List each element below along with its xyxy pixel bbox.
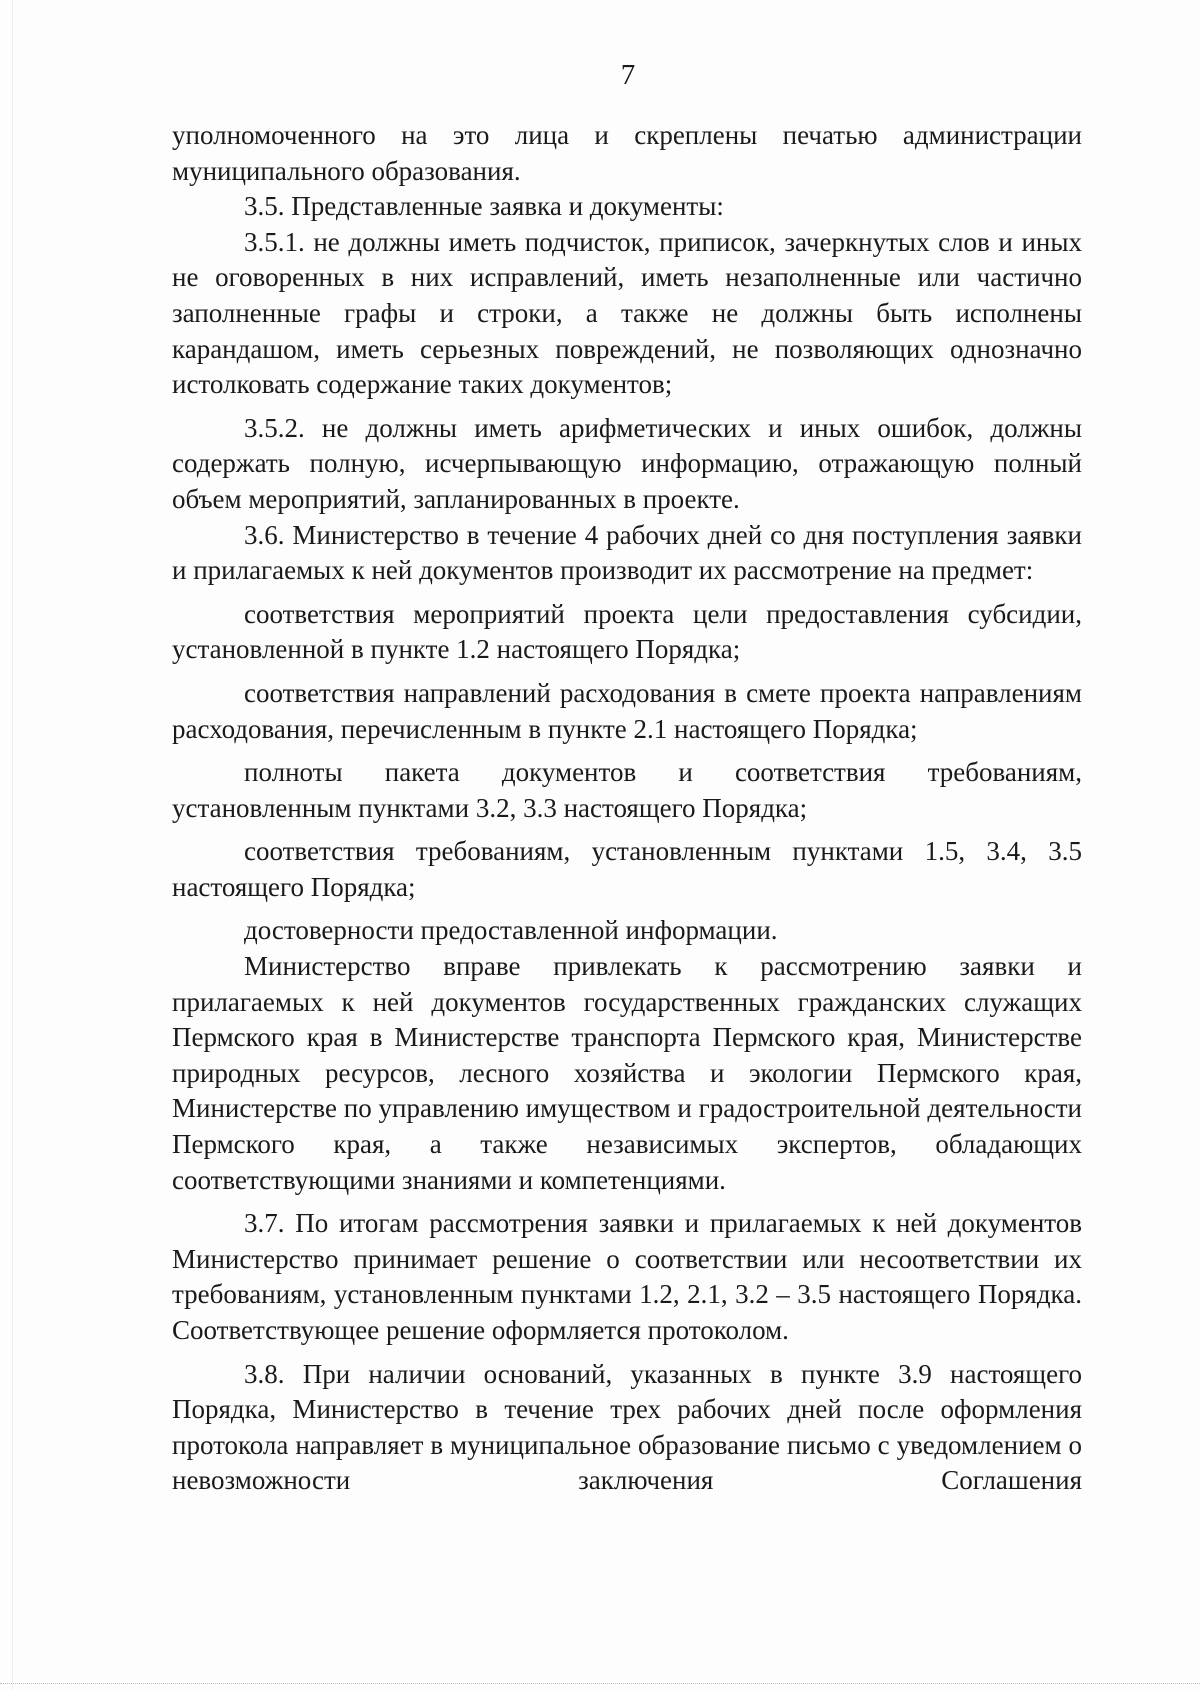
document-body (172, 118, 1082, 1499)
paragraph-3-5: 3.5. Представленные заявка и документы: (244, 191, 724, 222)
paragraph-3-6: 3.6. Министерство в течение 4 рабочих дней со дня поступления заявки и прилагаемых к ней документов производит их рассмотрение на предмет: (172, 519, 1082, 586)
list-item-requirements: соответствия требованиям, установленным пунктами 1.5, 3.4, 3.5 настоящего Порядка; (172, 836, 1082, 902)
paragraph-3-8: 3.8. При наличии оснований, указанных в пункте 3.9 настоящего Порядка, Министерство в течение трех рабочих дней после оформления протокола направляет в муниципальное образование письмо с уведомлением о невозможности заключения Соглашения (172, 1358, 1082, 1496)
paragraph-3-5-1: 3.5.1. не должны иметь подчисток, приписок, зачеркнутых слов и иных не оговоренных в них исправлений, иметь незаполненные или частично заполненные графы и строки, а также не должны быть исполнены карандашом, иметь серьезных повреждений, не позволяющих однозначно истолковать содержание таких документов; (172, 226, 1082, 400)
scan-edge (12, 0, 13, 1690)
paragraph-3-5-2: 3.5.2. не должны иметь арифметических и иных ошибок, должны содержать полную, исчерпывающую информацию, отражающую полный объем мероприятий, запланированных в проекте. (172, 412, 1082, 514)
paragraph-3-7: 3.7. По итогам рассмотрения заявки и прилагаемых к ней документов Министерство принимает решение о соответствии или несоответствии их требованиям, установленным пунктами 1.2, 2.1, 3.2 – 3.5 настоящего Порядка. Соответствующее решение оформляется протоколом. (172, 1208, 1082, 1345)
paragraph-experts: Министерство вправе привлекать к рассмотрению заявки и прилагаемых к ней документов государственных гражданских служащих Пермского края в Министерстве транспорта Пермского края, Министерстве природных ресурсов, лесного хозяйства и экологии Пермского края, Министерстве по управлению имуществом и градостроительной деятельности Пермского края, а также независимых экспертов, обладающих соответствующими знаниями и компетенциями. (172, 951, 1082, 1195)
page-number: 7 (620, 59, 636, 91)
list-item-document-package: полноты пакета документов и соответствия требованиям, установленным пунктами 3.2, 3.3 настоящего Порядка; (172, 757, 1082, 823)
paragraph-continuation: уполномоченного на это лица и скреплены печатью администрации муниципального образования. (172, 120, 1082, 186)
list-item-reliability: достоверности предоставленной информации. (244, 915, 778, 946)
list-item-goal-compliance: соответствия мероприятий проекта цели предоставления субсидии, установленной в пункте 1.2 настоящего Порядка; (172, 598, 1082, 665)
scan-edge-bottom (0, 1682, 1200, 1684)
list-item-spending-directions: соответствия направлений расходования в смете проекта направлениям расходования, перечисленным в пункте 2.1 настоящего Порядка; (172, 677, 1082, 744)
